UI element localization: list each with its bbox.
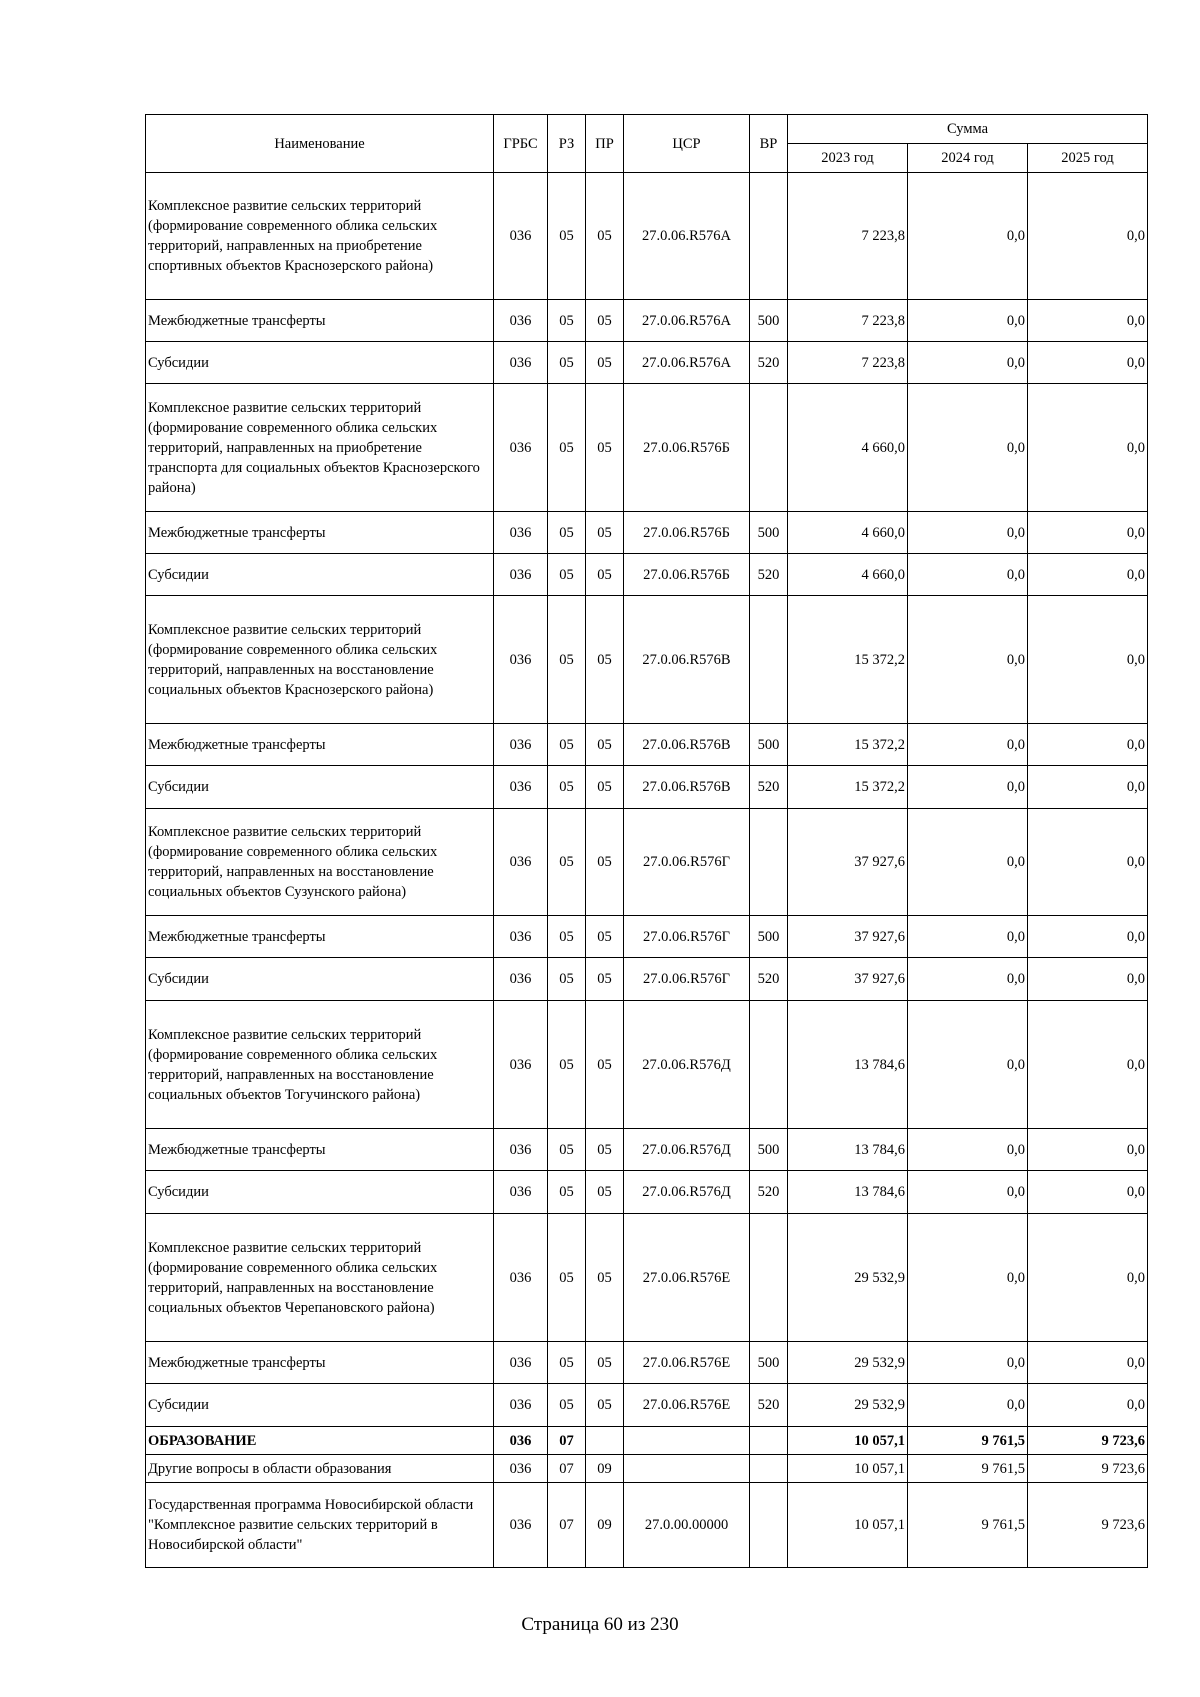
cell-grbs: 036 — [494, 809, 548, 916]
cell-csr: 27.0.06.R576В — [624, 596, 750, 724]
table-row — [146, 1384, 1148, 1427]
table-row — [146, 342, 1148, 384]
cell-2023: 4 660,0 — [788, 554, 908, 596]
cell-2024: 0,0 — [908, 512, 1028, 554]
cell-pr: 05 — [586, 1342, 624, 1384]
cell-rz: 05 — [548, 300, 586, 342]
header-csr: ЦСР — [624, 115, 750, 173]
cell-pr: 05 — [586, 1129, 624, 1171]
header-sum: Сумма — [788, 115, 1148, 144]
table-row — [146, 300, 1148, 342]
cell-2025: 0,0 — [1028, 1129, 1148, 1171]
cell-grbs: 036 — [494, 1342, 548, 1384]
cell-2024: 0,0 — [908, 596, 1028, 724]
cell-vr: 520 — [750, 766, 788, 809]
cell-name: Межбюджетные трансферты — [146, 512, 494, 554]
cell-rz: 05 — [548, 958, 586, 1001]
cell-rz: 05 — [548, 809, 586, 916]
cell-2025: 0,0 — [1028, 554, 1148, 596]
cell-rz: 07 — [548, 1427, 586, 1455]
cell-2025: 9 723,6 — [1028, 1483, 1148, 1568]
cell-pr: 05 — [586, 342, 624, 384]
cell-2024: 0,0 — [908, 958, 1028, 1001]
cell-csr: 27.0.06.R576Г — [624, 958, 750, 1001]
cell-pr: 09 — [586, 1483, 624, 1568]
cell-grbs: 036 — [494, 342, 548, 384]
cell-grbs: 036 — [494, 173, 548, 300]
cell-2023: 10 057,1 — [788, 1483, 908, 1568]
cell-2023: 29 532,9 — [788, 1214, 908, 1342]
cell-csr: 27.0.06.R576Е — [624, 1214, 750, 1342]
cell-2025: 0,0 — [1028, 1342, 1148, 1384]
cell-2023: 7 223,8 — [788, 342, 908, 384]
table-row — [146, 958, 1148, 1001]
cell-rz: 05 — [548, 512, 586, 554]
cell-2025: 0,0 — [1028, 342, 1148, 384]
cell-rz: 05 — [548, 766, 586, 809]
cell-csr: 27.0.06.R576А — [624, 342, 750, 384]
cell-pr: 05 — [586, 554, 624, 596]
cell-csr — [624, 1455, 750, 1483]
header-rz: РЗ — [548, 115, 586, 173]
cell-pr: 05 — [586, 916, 624, 958]
cell-pr: 05 — [586, 1171, 624, 1214]
cell-2025: 0,0 — [1028, 809, 1148, 916]
cell-csr: 27.0.06.R576Д — [624, 1001, 750, 1129]
cell-csr — [624, 1427, 750, 1455]
cell-name: Субсидии — [146, 1384, 494, 1427]
cell-2023: 13 784,6 — [788, 1171, 908, 1214]
cell-rz: 05 — [548, 384, 586, 512]
cell-csr: 27.0.06.R576А — [624, 300, 750, 342]
cell-2023: 15 372,2 — [788, 596, 908, 724]
cell-csr: 27.0.06.R576Б — [624, 384, 750, 512]
cell-vr: 520 — [750, 342, 788, 384]
table-row — [146, 1001, 1148, 1129]
cell-name: Межбюджетные трансферты — [146, 724, 494, 766]
cell-name: Другие вопросы в области образования — [146, 1455, 494, 1483]
header-pr: ПР — [586, 115, 624, 173]
cell-2024: 9 761,5 — [908, 1427, 1028, 1455]
cell-name: Субсидии — [146, 342, 494, 384]
cell-2023: 7 223,8 — [788, 173, 908, 300]
cell-name: Межбюджетные трансферты — [146, 1129, 494, 1171]
cell-2025: 0,0 — [1028, 958, 1148, 1001]
cell-grbs: 036 — [494, 554, 548, 596]
cell-2023: 10 057,1 — [788, 1427, 908, 1455]
cell-vr: 500 — [750, 300, 788, 342]
cell-grbs: 036 — [494, 1171, 548, 1214]
cell-vr — [750, 1001, 788, 1129]
cell-name: Комплексное развитие сельских территорий (формирование современного облика сельских территорий, направленных на восстановление социальных объектов Краснозерского района) — [146, 596, 494, 724]
cell-2023: 4 660,0 — [788, 512, 908, 554]
table-row — [146, 1129, 1148, 1171]
cell-rz: 05 — [548, 1001, 586, 1129]
cell-rz: 07 — [548, 1455, 586, 1483]
cell-rz: 07 — [548, 1483, 586, 1568]
cell-name: Комплексное развитие сельских территорий (формирование современного облика сельских территорий, направленных на восстановление социальных объектов Сузунского района) — [146, 809, 494, 916]
table-body — [146, 173, 1148, 1568]
cell-2024: 0,0 — [908, 1214, 1028, 1342]
cell-rz: 05 — [548, 1384, 586, 1427]
cell-2024: 0,0 — [908, 1342, 1028, 1384]
cell-2024: 0,0 — [908, 724, 1028, 766]
cell-grbs: 036 — [494, 1001, 548, 1129]
cell-vr — [750, 173, 788, 300]
cell-vr: 520 — [750, 554, 788, 596]
cell-vr: 520 — [750, 958, 788, 1001]
cell-grbs: 036 — [494, 958, 548, 1001]
cell-grbs: 036 — [494, 1384, 548, 1427]
cell-2023: 10 057,1 — [788, 1455, 908, 1483]
cell-vr: 500 — [750, 512, 788, 554]
cell-rz: 05 — [548, 342, 586, 384]
cell-2023: 4 660,0 — [788, 384, 908, 512]
table-row — [146, 596, 1148, 724]
budget-table — [145, 114, 1148, 1568]
header-name: Наименование — [146, 115, 494, 173]
cell-2025: 0,0 — [1028, 173, 1148, 300]
cell-2023: 13 784,6 — [788, 1001, 908, 1129]
cell-pr: 05 — [586, 766, 624, 809]
cell-csr: 27.0.06.R576Д — [624, 1129, 750, 1171]
cell-2024: 0,0 — [908, 173, 1028, 300]
cell-2024: 0,0 — [908, 1129, 1028, 1171]
table-row — [146, 1427, 1148, 1455]
page-number: Страница 60 из 230 — [521, 1614, 679, 1635]
table-header — [146, 115, 1148, 173]
table-row — [146, 809, 1148, 916]
cell-pr: 05 — [586, 512, 624, 554]
table-row — [146, 512, 1148, 554]
cell-2025: 0,0 — [1028, 512, 1148, 554]
cell-vr: 500 — [750, 916, 788, 958]
table-row — [146, 1483, 1148, 1568]
table-row — [146, 1214, 1148, 1342]
cell-grbs: 036 — [494, 1214, 548, 1342]
cell-rz: 05 — [548, 1342, 586, 1384]
cell-pr: 05 — [586, 809, 624, 916]
cell-name: Комплексное развитие сельских территорий (формирование современного облика сельских территорий, направленных на приобретение спортивных объектов Краснозерского района) — [146, 173, 494, 300]
table-row — [146, 173, 1148, 300]
cell-grbs: 036 — [494, 1455, 548, 1483]
cell-grbs: 036 — [494, 724, 548, 766]
cell-2024: 9 761,5 — [908, 1455, 1028, 1483]
cell-2025: 0,0 — [1028, 596, 1148, 724]
cell-2024: 0,0 — [908, 1384, 1028, 1427]
cell-name: Субсидии — [146, 766, 494, 809]
cell-grbs: 036 — [494, 384, 548, 512]
cell-rz: 05 — [548, 173, 586, 300]
table-row — [146, 1342, 1148, 1384]
cell-2025: 0,0 — [1028, 766, 1148, 809]
cell-grbs: 036 — [494, 1427, 548, 1455]
cell-2025: 0,0 — [1028, 1171, 1148, 1214]
table-row — [146, 1455, 1148, 1483]
cell-grbs: 036 — [494, 766, 548, 809]
cell-pr: 05 — [586, 596, 624, 724]
cell-vr — [750, 1455, 788, 1483]
header-year-2024: 2024 год — [908, 144, 1028, 173]
table-row — [146, 1171, 1148, 1214]
cell-2023: 15 372,2 — [788, 724, 908, 766]
table-row — [146, 724, 1148, 766]
cell-name: Субсидии — [146, 1171, 494, 1214]
cell-rz: 05 — [548, 554, 586, 596]
cell-vr — [750, 1214, 788, 1342]
cell-2025: 9 723,6 — [1028, 1427, 1148, 1455]
cell-pr — [586, 1427, 624, 1455]
cell-2024: 0,0 — [908, 384, 1028, 512]
cell-grbs: 036 — [494, 300, 548, 342]
cell-name: Межбюджетные трансферты — [146, 300, 494, 342]
cell-name: Субсидии — [146, 554, 494, 596]
cell-vr — [750, 596, 788, 724]
header-year-2023: 2023 год — [788, 144, 908, 173]
cell-2023: 13 784,6 — [788, 1129, 908, 1171]
cell-grbs: 036 — [494, 1129, 548, 1171]
cell-grbs: 036 — [494, 1483, 548, 1568]
cell-2023: 29 532,9 — [788, 1384, 908, 1427]
cell-pr: 05 — [586, 1384, 624, 1427]
cell-pr: 05 — [586, 384, 624, 512]
cell-name: Межбюджетные трансферты — [146, 1342, 494, 1384]
cell-2023: 37 927,6 — [788, 809, 908, 916]
cell-pr: 05 — [586, 173, 624, 300]
cell-2023: 7 223,8 — [788, 300, 908, 342]
cell-rz: 05 — [548, 596, 586, 724]
cell-csr: 27.0.06.R576Г — [624, 809, 750, 916]
cell-rz: 05 — [548, 1171, 586, 1214]
cell-2024: 0,0 — [908, 1001, 1028, 1129]
header-vr: ВР — [750, 115, 788, 173]
cell-vr — [750, 1427, 788, 1455]
cell-csr: 27.0.06.R576В — [624, 724, 750, 766]
cell-vr: 500 — [750, 1342, 788, 1384]
cell-2025: 9 723,6 — [1028, 1455, 1148, 1483]
cell-name: Государственная программа Новосибирской области "Комплексное развитие сельских территорий в Новосибирской области" — [146, 1483, 494, 1568]
cell-csr: 27.0.06.R576Д — [624, 1171, 750, 1214]
cell-csr: 27.0.06.R576Б — [624, 512, 750, 554]
cell-vr — [750, 1483, 788, 1568]
cell-pr: 09 — [586, 1455, 624, 1483]
cell-pr: 05 — [586, 1001, 624, 1129]
cell-rz: 05 — [548, 916, 586, 958]
cell-pr: 05 — [586, 724, 624, 766]
cell-2025: 0,0 — [1028, 724, 1148, 766]
table-row — [146, 384, 1148, 512]
cell-vr: 520 — [750, 1384, 788, 1427]
cell-grbs: 036 — [494, 596, 548, 724]
cell-vr: 500 — [750, 1129, 788, 1171]
cell-2024: 0,0 — [908, 916, 1028, 958]
cell-csr: 27.0.06.R576Е — [624, 1342, 750, 1384]
cell-2024: 0,0 — [908, 809, 1028, 916]
cell-2023: 37 927,6 — [788, 958, 908, 1001]
cell-2025: 0,0 — [1028, 916, 1148, 958]
table-row — [146, 916, 1148, 958]
cell-2024: 0,0 — [908, 554, 1028, 596]
cell-csr: 27.0.06.R576Б — [624, 554, 750, 596]
cell-2025: 0,0 — [1028, 1001, 1148, 1129]
cell-2025: 0,0 — [1028, 300, 1148, 342]
cell-name: Комплексное развитие сельских территорий (формирование современного облика сельских территорий, направленных на восстановление социальных объектов Черепановского района) — [146, 1214, 494, 1342]
cell-csr: 27.0.06.R576Е — [624, 1384, 750, 1427]
cell-csr: 27.0.06.R576Г — [624, 916, 750, 958]
cell-csr: 27.0.06.R576В — [624, 766, 750, 809]
cell-name: Межбюджетные трансферты — [146, 916, 494, 958]
cell-name: Комплексное развитие сельских территорий (формирование современного облика сельских территорий, направленных на приобретение транспорта для социальных объектов Краснозерского района) — [146, 384, 494, 512]
cell-2023: 37 927,6 — [788, 916, 908, 958]
cell-grbs: 036 — [494, 512, 548, 554]
cell-csr: 27.0.00.00000 — [624, 1483, 750, 1568]
cell-2024: 0,0 — [908, 766, 1028, 809]
cell-vr: 520 — [750, 1171, 788, 1214]
cell-rz: 05 — [548, 724, 586, 766]
cell-2023: 29 532,9 — [788, 1342, 908, 1384]
cell-2025: 0,0 — [1028, 384, 1148, 512]
cell-2024: 0,0 — [908, 342, 1028, 384]
cell-vr — [750, 384, 788, 512]
cell-name: Комплексное развитие сельских территорий (формирование современного облика сельских территорий, направленных на восстановление социальных объектов Тогучинского района) — [146, 1001, 494, 1129]
cell-2025: 0,0 — [1028, 1384, 1148, 1427]
cell-2025: 0,0 — [1028, 1214, 1148, 1342]
cell-vr — [750, 809, 788, 916]
cell-grbs: 036 — [494, 916, 548, 958]
cell-name: Субсидии — [146, 958, 494, 1001]
cell-vr: 500 — [750, 724, 788, 766]
table-row — [146, 766, 1148, 809]
cell-2024: 0,0 — [908, 300, 1028, 342]
cell-rz: 05 — [548, 1129, 586, 1171]
cell-2024: 0,0 — [908, 1171, 1028, 1214]
cell-rz: 05 — [548, 1214, 586, 1342]
cell-name: ОБРАЗОВАНИЕ — [146, 1427, 494, 1455]
cell-pr: 05 — [586, 300, 624, 342]
cell-2023: 15 372,2 — [788, 766, 908, 809]
header-year-2025: 2025 год — [1028, 144, 1148, 173]
cell-2024: 9 761,5 — [908, 1483, 1028, 1568]
table-row — [146, 554, 1148, 596]
cell-pr: 05 — [586, 1214, 624, 1342]
cell-pr: 05 — [586, 958, 624, 1001]
cell-csr: 27.0.06.R576А — [624, 173, 750, 300]
header-grbs: ГРБС — [494, 115, 548, 173]
